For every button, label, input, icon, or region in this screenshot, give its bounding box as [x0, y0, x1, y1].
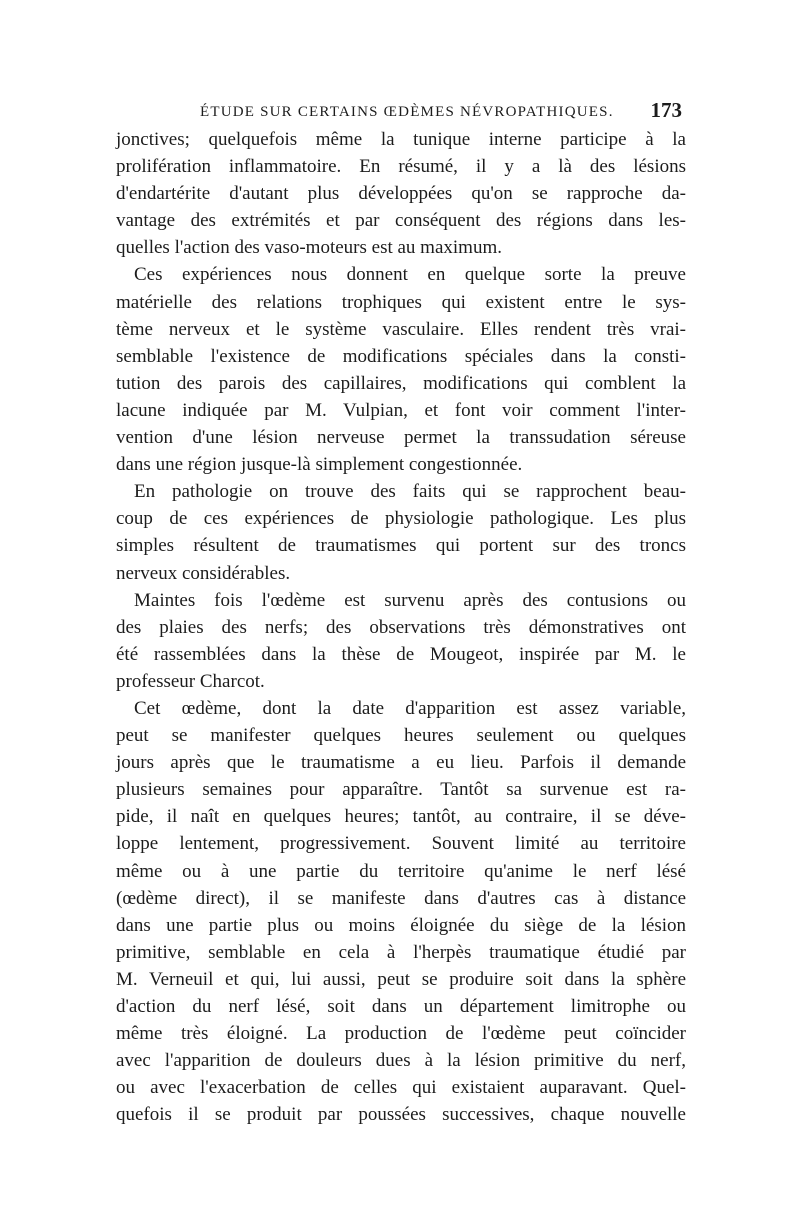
text-line: dans une partie plus ou moins éloignée du siège de la lésion [116, 914, 686, 936]
text-line: jonctives; quelquefois même la tunique interne participe à la [116, 129, 686, 150]
text-line: professeur Charcot. [116, 670, 265, 692]
text-line: nerveux considérables. [116, 562, 291, 584]
text-line: tème nerveux et le système vasculaire. Elles rendent très vrai- [116, 318, 686, 340]
text-line: lacune indiquée par M. Vulpian, et font voir comment l'inter- [116, 399, 686, 421]
text-line: d'action du nerf lésé, soit dans un département limitrophe ou [116, 996, 686, 1017]
text-line: vention d'une lésion nerveuse permet la transsudation séreuse [116, 427, 686, 449]
body-text [116, 126, 686, 1128]
text-line: d'endartérite d'autant plus développées qu'on se rapproche da- [116, 183, 686, 205]
text-line: jours après que le traumatisme a eu lieu. Parfois il demande [116, 752, 686, 774]
running-head [116, 98, 684, 126]
text-line: plusieurs semaines pour apparaître. Tantôt sa survenue est ra- [116, 779, 686, 801]
text-line: primitive, semblable en cela à l'herpès traumatique étudié par [116, 941, 686, 963]
text-line: quelles l'action des vaso-moteurs est au maximum. [116, 237, 502, 259]
text-line: simples résultent de traumatismes qui portent sur des troncs [116, 535, 686, 557]
text-line: vantage des extrémités et par conséquent des régions dans les- [116, 210, 686, 232]
text-line: Ces expériences nous donnent en quelque sorte la preuve [134, 264, 686, 286]
text-line: M. Verneuil et qui, lui aussi, peut se produire soit dans la sphère [116, 968, 686, 990]
text-line: matérielle des relations trophiques qui existent entre le sys- [116, 291, 686, 313]
text-line: ou avec l'exacerbation de celles qui existaient auparavant. Quel- [116, 1077, 686, 1099]
text-line: quefois il se produit par poussées successives, chaque nouvelle [116, 1104, 686, 1126]
text-line: loppe lentement, progressivement. Souvent limité au territoire [116, 833, 686, 855]
text-line: (œdème direct), il se manifeste dans d'autres cas à distance [116, 887, 686, 909]
text-line: même ou à une partie du territoire qu'anime le nerf lésé [116, 860, 686, 882]
text-line: semblable l'existence de modifications spéciales dans la consti- [116, 345, 686, 367]
text-line: dans une région jusque-là simplement congestionnée. [116, 454, 523, 476]
running-title: ÉTUDE SUR CERTAINS ŒDÈMES NÉVROPATHIQUES. [200, 104, 614, 120]
text-line: été rassemblées dans la thèse de Mougeot, inspirée par M. le [116, 643, 686, 665]
text-line: même très éloigné. La production de l'œdème peut coïncider [116, 1023, 686, 1045]
text-line: pide, il naît en quelques heures; tantôt, au contraire, il se déve- [116, 806, 686, 828]
text-line: des plaies des nerfs; des observations très démonstratives ont [116, 616, 686, 638]
text-line: Maintes fois l'œdème est survenu après des contusions ou [134, 589, 686, 611]
text-line: Cet œdème, dont la date d'apparition est assez variable, [134, 697, 686, 719]
text-line: peut se manifester quelques heures seulement ou quelques [116, 725, 686, 747]
text-line: tution des parois des capillaires, modifications qui comblent la [116, 372, 686, 394]
text-line: prolifération inflammatoire. En résumé, il y a là des lésions [116, 156, 686, 178]
text-line: avec l'apparition de douleurs dues à la lésion primitive du nerf, [116, 1050, 686, 1072]
text-line: coup de ces expériences de physiologie pathologique. Les plus [116, 508, 686, 530]
page-number: 173 [650, 98, 682, 122]
text-line: En pathologie on trouve des faits qui se rapprochent beau- [134, 481, 686, 503]
